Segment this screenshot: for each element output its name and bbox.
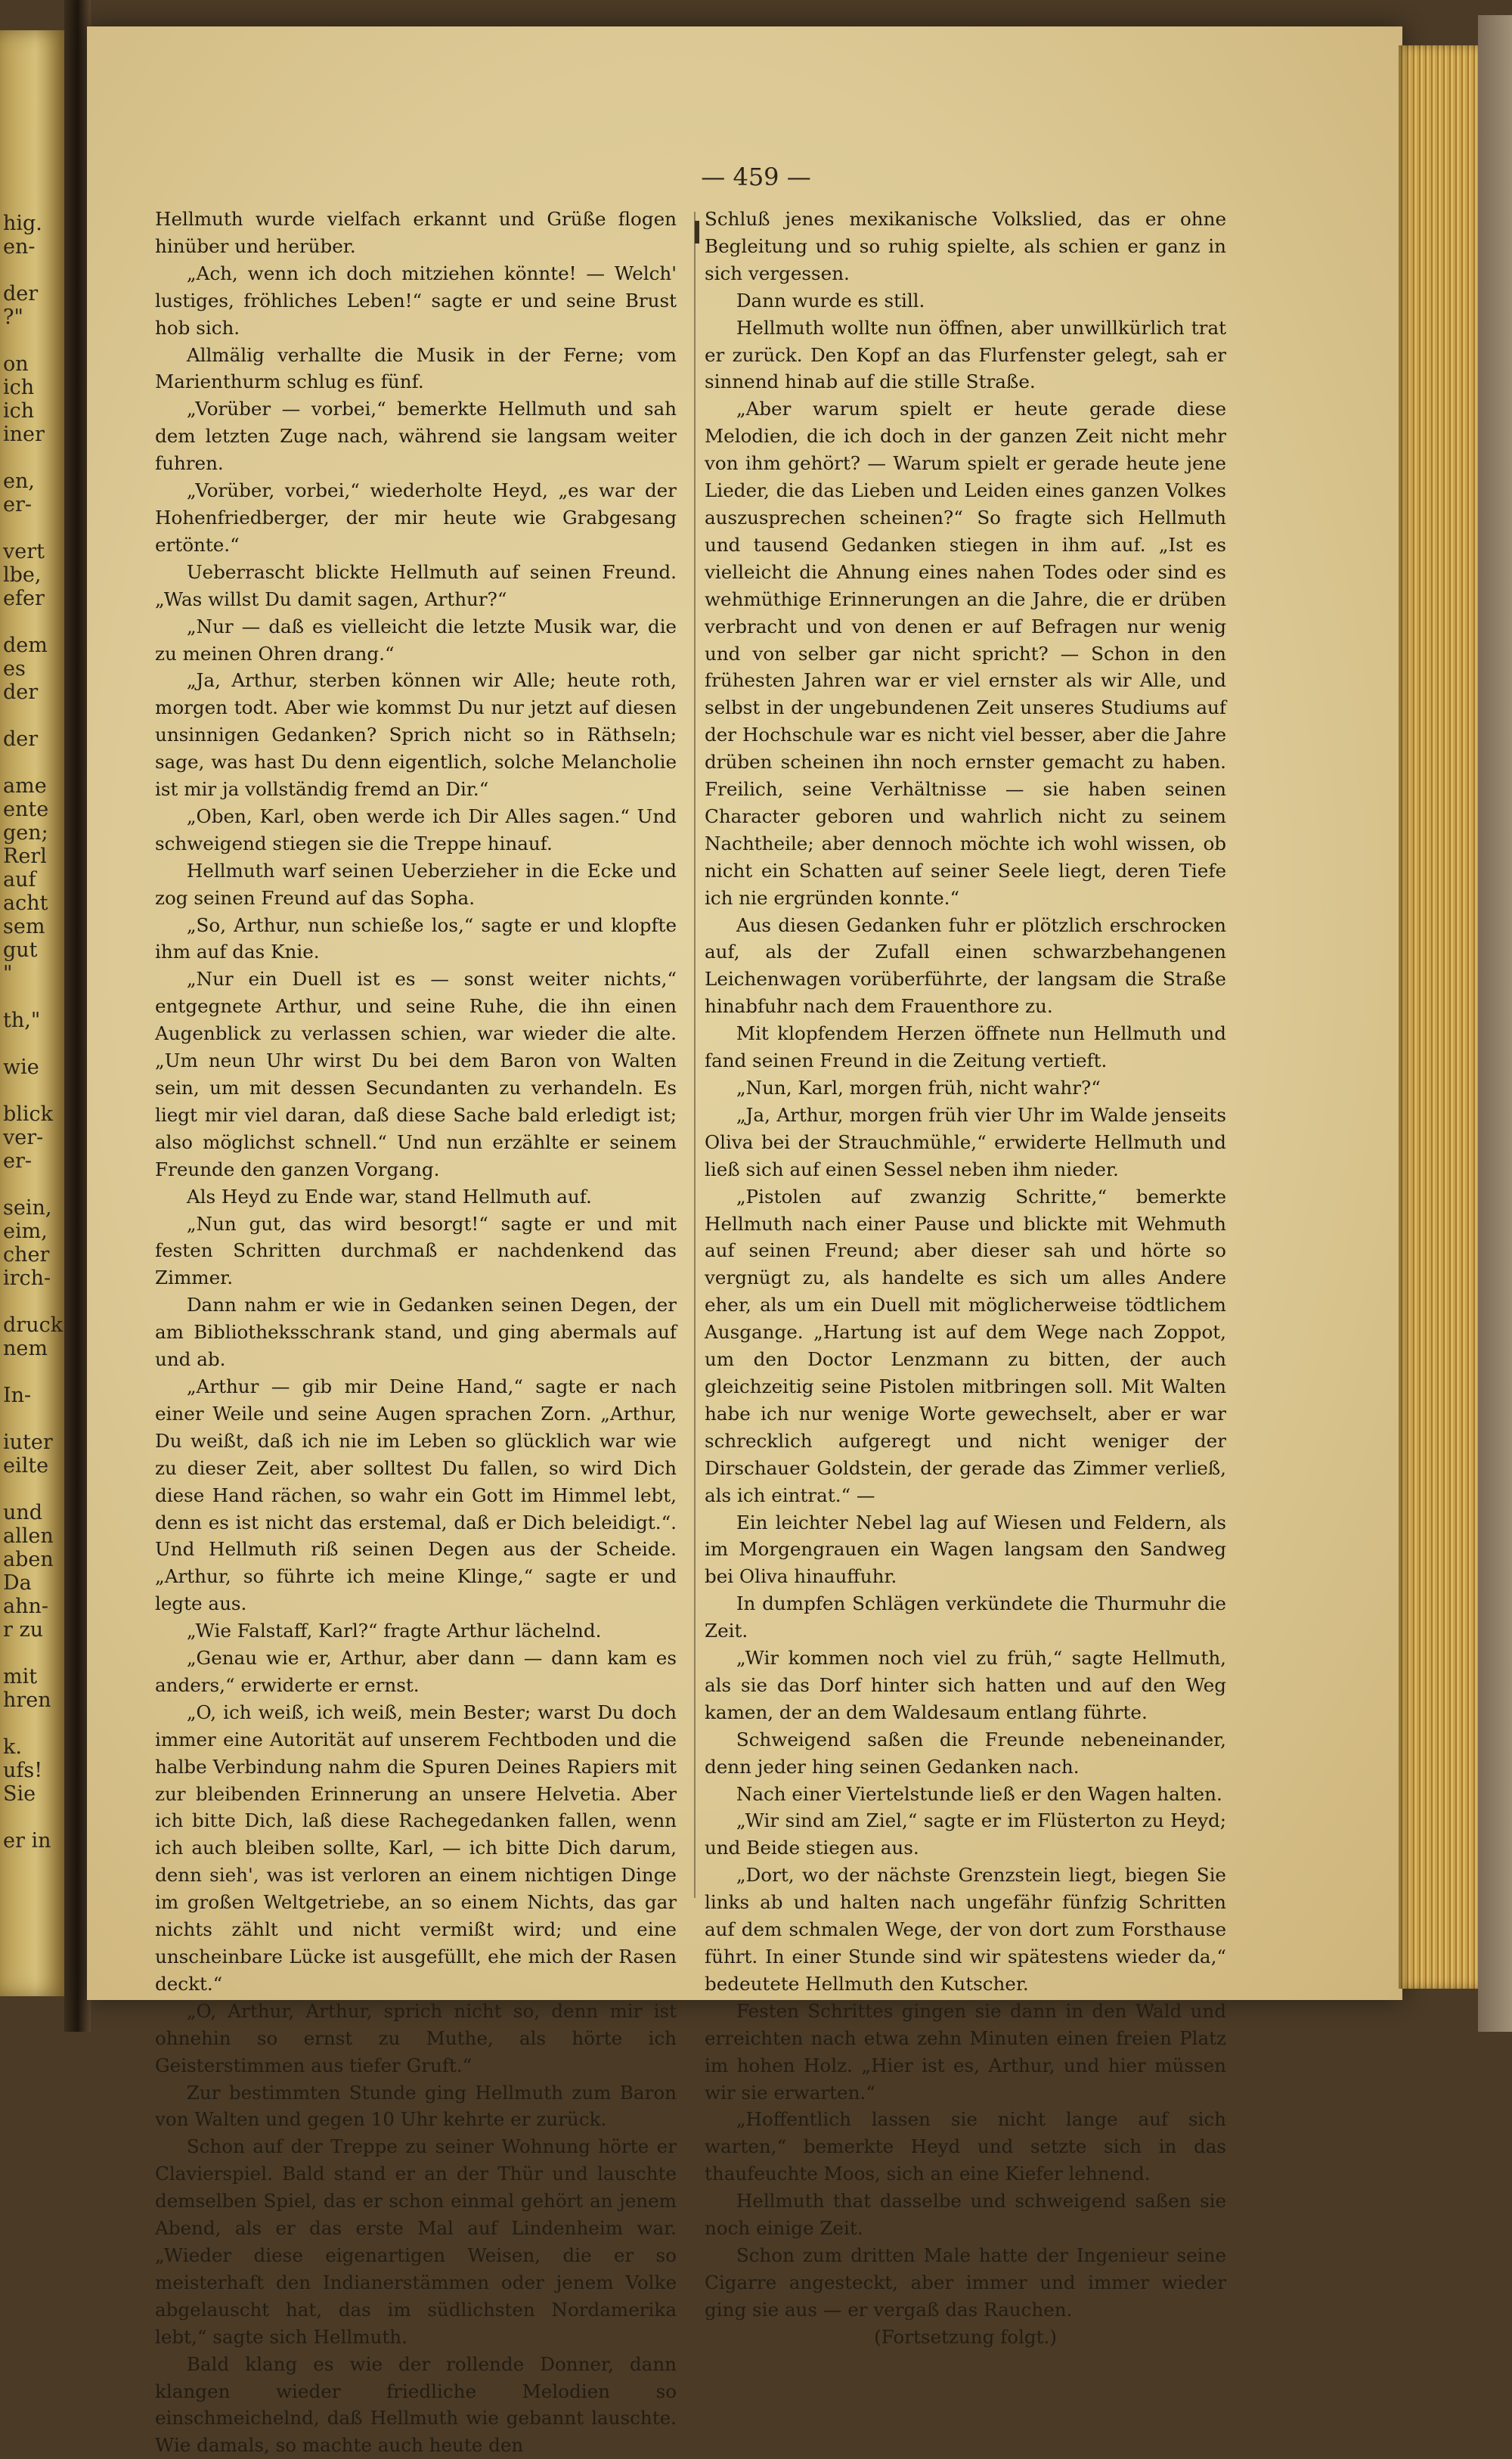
left-page-text-fragment: der xyxy=(3,727,39,751)
paragraph: Bald klang es wie der rollende Donner, dann klangen wieder friedliche Melodien so einschmeichelnd, daß Hellmuth wie gebannt lauschte. Wie damals, so machte auch heute den xyxy=(155,2352,677,2457)
left-page-text-fragment: acht xyxy=(3,892,48,915)
left-page-text-fragment: er in xyxy=(3,1829,51,1853)
left-page-text-fragment: auf xyxy=(3,868,36,892)
left-page-text-fragment: und xyxy=(3,1501,43,1524)
left-page-text-fragment: sein, xyxy=(3,1196,52,1220)
left-page-text-fragment: hig. xyxy=(3,212,42,235)
paragraph: „Vorüber — vorbei,“ bemerkte Hellmuth und sah dem letzten Zuge nach, während sie langsam weiter fuhren. xyxy=(155,398,677,475)
paragraph: Ueberrascht blickte Hellmuth auf seinen Freund. „Was willst Du damit sagen, Arthur?“ xyxy=(155,560,677,610)
left-page-text-fragment: efer xyxy=(3,587,45,610)
left-page-text-fragment: ufs! xyxy=(3,1759,43,1782)
paragraph: „Vorüber, vorbei,“ wiederholte Heyd, „es war der Hohenfriedberger, der mir heute wie Grabgesang ertönte.“ xyxy=(155,479,677,556)
left-page-text-fragment: In- xyxy=(3,1384,32,1407)
left-page-text-fragment: on xyxy=(3,352,29,376)
left-page-text-fragment: iuter xyxy=(3,1431,53,1454)
left-page-text-fragment: gut xyxy=(3,938,38,962)
left-page-text-fragment: ?" xyxy=(3,305,23,329)
paragraph: Hellmuth warf seinen Ueberzieher in die Ecke und zog seinen Freund auf das Sopha. xyxy=(155,859,677,909)
paragraph: „Nur — daß es vielleicht die letzte Musik war, die zu meinen Ohren drang.“ xyxy=(155,615,677,665)
left-page-text-fragment: druck xyxy=(3,1313,64,1337)
paragraph: „O, Arthur, Arthur, sprich nicht so, denn mir ist ohnehin so ernst zu Muthe, als hörte ich Geisterstimmen aus tiefer Gruft.“ xyxy=(155,1999,677,2076)
left-page-text-fragment: sem xyxy=(3,915,45,938)
paragraph: „Ja, Arthur, morgen früh vier Uhr im Walde jenseits Oliva bei der Strauchmühle,“ erwiderte Hellmuth und ließ sich auf einen Sessel neben ihm nieder. xyxy=(705,1103,1226,1180)
paragraph: Allmälig verhallte die Musik in der Ferne; vom Marienthurm schlug es fünf. xyxy=(155,343,677,393)
paragraph: „Wir sind am Ziel,“ sagte er im Flüsterton zu Heyd; und Beide stiegen aus. xyxy=(705,1809,1226,1859)
left-page-text-fragment: er- xyxy=(3,1149,33,1173)
paragraph: „Nun gut, das wird besorgt!“ sagte er und mit festen Schritten durchmaß er nachdenkend das Zimmer. xyxy=(155,1212,677,1289)
left-page-text-fragment: k. xyxy=(3,1735,22,1759)
left-page-text-fragment: mit xyxy=(3,1665,38,1688)
paragraph: Mit klopfendem Herzen öffnete nun Hellmuth und fand seinen Freund in die Zeitung vertieft. xyxy=(705,1022,1226,1072)
paragraph: Zur bestimmten Stunde ging Hellmuth zum Baron von Walten und gegen 10 Uhr kehrte er zurück. xyxy=(155,2081,677,2131)
left-page-text-fragment: ahn- xyxy=(3,1595,48,1618)
paragraph: „Pistolen auf zwanzig Schritte,“ bemerkte Hellmuth nach einer Pause und blickte mit Wehmuth auf seinen Freund; aber dieser sah und hörte so vergnügt zu, als handelte es sich um alles Andere eher, als um ein Duell mit möglicherweise tödtlichem Ausgange. „Hartung ist auf dem Wege nach Zoppot, um den Doctor Lenzmann zu bitten, der auch gleichzeitig seine Pistolen mitbringen soll. Mit Walten habe ich nur wenige Worte gewechselt, aber er war schrecklich aufgeregt und nicht weniger der Dirschauer Goldstein, der gerade das Zimmer verließ, als ich eintrat.“ — xyxy=(705,1185,1226,1506)
paragraph: Schweigend saßen die Freunde nebeneinander, denn jeder hing seinen Gedanken nach. xyxy=(705,1728,1226,1778)
left-page-text-fragment: nem xyxy=(3,1337,48,1360)
left-page-text-fragment: ich xyxy=(3,376,35,399)
column-rule xyxy=(694,212,696,1898)
left-page-text-fragment: Sie xyxy=(3,1782,36,1806)
paragraph: Dann nahm er wie in Gedanken seinen Degen, der am Bibliotheksschrank stand, und ging abermals auf und ab. xyxy=(155,1294,677,1371)
paragraph: Als Heyd zu Ende war, stand Hellmuth auf. xyxy=(186,1185,592,1208)
paragraph: „O, ich weiß, ich weiß, mein Bester; warst Du doch immer eine Autorität auf unserem Fechtboden und die halbe Verbindung nahm die Spuren Deines Rapiers mit zur bleibenden Erinnerung an unsere Helvetia. Aber ich bitte Dich, laß diese Rachegedanken fallen, wenn ich auch bleiben sollte, Karl, — ich bitte Dich darum, denn sieh', was ist verloren an einem nichtigen Dinge im großen Weltgetriebe, an so einem Nichts, das gar nichts zählt und nicht vermißt wird; und eine unscheinbare Lücke ist ausgefüllt, ehe mich der Rasen deckt.“ xyxy=(155,1701,677,1995)
paragraph: Aus diesen Gedanken fuhr er plötzlich erschrocken auf, als der Zufall einen schwarzbehangenen Leichenwagen vorüberführte, der langsam die Straße hinabfuhr nach dem Frauenthore zu. xyxy=(705,913,1226,1018)
column-mark xyxy=(695,221,699,243)
page-edges xyxy=(1399,45,1482,1989)
paragraph: „Arthur — gib mir Deine Hand,“ sagte er nach einer Weile und seine Augen sprachen Zorn. „Arthur, Du weißt, daß ich nie im Leben so glücklich war wie zu dieser Zeit, aber solltest Du fallen, so wird Dich diese Hand rächen, so wahr ein Gott im Himmel lebt, denn es ist nicht das erstemal, daß er Dich beleidigt.“. Und Hellmuth riß seinen Degen aus der Scheide. „Arthur, so führte ich meine Klinge,“ sagte er und legte aus. xyxy=(155,1375,677,1615)
paragraph: Dann wurde es still. xyxy=(736,289,925,312)
paragraph: Schon zum dritten Male hatte der Ingenieur seine Cigarre angesteckt, aber immer und immer wieder ging sie aus — er vergaß das Rauchen. xyxy=(705,2243,1226,2321)
left-page-text-fragment: ente xyxy=(3,798,49,821)
left-page-text-fragment: cher xyxy=(3,1243,50,1267)
paragraph: „Ja, Arthur, sterben können wir Alle; heute roth, morgen todt. Aber wie kommst Du nur jetzt auf diesen unsinnigen Gedanken? Sprich nicht so in Räthseln; sage, was hast Du denn eigentlich, solche Melancholie ist mir ja vollständig fremd an Dir.“ xyxy=(155,669,677,801)
paragraph: „Ach, wenn ich doch mitziehen könnte! — Welch' lustiges, fröhliches Leben!“ sagte er und seine Brust hob sich. xyxy=(155,262,677,339)
paragraph: Festen Schrittes gingen sie dann in den Wald und erreichten nach etwa zehn Minuten einen freien Platz im hohen Holz. „Hier ist es, Arthur, und hier müssen wir sie erwarten.“ xyxy=(705,1999,1226,2104)
left-page-text-fragment: blick xyxy=(3,1102,54,1126)
paragraph: „Nur ein Duell ist es — sonst weiter nichts,“ entgegnete Arthur, und seine Ruhe, die ihn einen Augenblick zu verlassen schien, war wieder die alte. „Um neun Uhr wirst Du bei dem Baron von Walten sein, um mit dessen Secundanten zu verhandeln. Es liegt mir viel daran, daß diese Sache bald erledigt ist; also möglichst schnell.“ Und nun erzählte er seinem Freunde den ganzen Vorgang. xyxy=(155,968,677,1180)
paragraph: „Nun, Karl, morgen früh, nicht wahr?“ xyxy=(736,1077,1101,1099)
paragraph: In dumpfen Schlägen verkündete die Thurmuhr die Zeit. xyxy=(705,1592,1226,1642)
left-page-text-fragment: " xyxy=(3,962,13,985)
paragraph: Hellmuth wollte nun öffnen, aber unwillkürlich trat er zurück. Den Kopf an das Flurfenster gelegt, sah er sinnend hinab auf die stille Straße. xyxy=(705,316,1226,393)
paragraph: Hellmuth that dasselbe und schweigend saßen sie noch einige Zeit. xyxy=(705,2190,1226,2240)
left-page-text-fragment: th," xyxy=(3,1009,41,1032)
paragraph: „Wir kommen noch viel zu früh,“ sagte Hellmuth, als sie das Dorf hinter sich hatten und auf den Weg kamen, der an dem Waldesaum entlang führte. xyxy=(705,1647,1226,1723)
paragraph: Ein leichter Nebel lag auf Wiesen und Feldern, als im Morgengrauen ein Wagen langsam den Sandweg bei Oliva hinauffuhr. xyxy=(705,1511,1226,1588)
paragraph: Hellmuth wurde vielfach erkannt und Grüße flogen hinüber und herüber. xyxy=(155,208,677,257)
left-text-column xyxy=(155,206,677,2459)
left-page-text-fragment: ich xyxy=(3,399,35,423)
left-page-text-fragment: wie xyxy=(3,1056,39,1079)
book-cover-edge xyxy=(1478,15,1512,2032)
page-number: — 459 — xyxy=(701,163,811,191)
left-page-text-fragment: vert xyxy=(3,540,45,563)
left-page-text-fragment: irch- xyxy=(3,1267,51,1290)
left-page-text-fragment: Rerl xyxy=(3,845,47,868)
left-page-edge xyxy=(0,30,64,1996)
left-page-text-fragment: ame xyxy=(3,774,47,798)
paragraph: „Dort, wo der nächste Grenzstein liegt, biegen Sie links ab und halten nach ungefähr fünfzig Schritten auf dem schmalen Wege, der von dort zum Forsthause führt. In einer Stunde sind wir spätestens wieder da,“ bedeutete Hellmuth den Kutscher. xyxy=(705,1864,1226,1995)
paragraph: „Genau wie er, Arthur, aber dann — dann kam es anders,“ erwiderte er ernst. xyxy=(155,1647,677,1696)
left-page-text-fragment: eilte xyxy=(3,1454,49,1478)
left-page-text-fragment: es xyxy=(3,657,26,681)
paragraph: „Hoffentlich lassen sie nicht lange auf sich warten,“ bemerkte Heyd und setzte sich in das thaufeuchte Moos, sich an eine Kiefer lehnend. xyxy=(705,2108,1226,2185)
left-page-text-fragment: der xyxy=(3,282,39,305)
paragraph: Schluß jenes mexikanische Volkslied, das er ohne Begleitung und so ruhig spielte, als schien er ganz in sich vergessen. xyxy=(705,208,1226,284)
paragraph: Nach einer Viertelstunde ließ er den Wagen halten. xyxy=(736,1782,1222,1805)
paragraph: „Aber warum spielt er heute gerade diese Melodien, die ich doch in der ganzen Zeit nicht mehr von ihm gehört? — Warum spielt er gerade heute jene Lieder, die das Lieben und Leiden eines ganzen Volkes auszusprechen scheinen?“ So fragte sich Hellmuth und tausend Gedanken stiegen in ihm auf. „Ist es vielleicht die Ahnung eines nahen Todes oder sind es wehmüthige Erinnerungen an die Jahre, die er drüben verbracht und von denen er auf Befragen nur wenig und von selber gar nicht spricht? — Schon in den frühesten Jahren war er viel ernster als wir Alle, und selbst in der ungebundenen Zeit unseres Studiums auf der Hochschule war es nicht viel besser, aber die Jahre drüben scheinen ihn noch ernster gemacht zu haben. Freilich, seine Verhältnisse — sie haben seinen Character geboren und wahrlich nicht zu seinem Nachtheile; aber dennoch möchte ich wohl wissen, ob nicht ein Schatten auf seiner Seele liegt, deren Tiefe ich nie ergründen konnte.“ xyxy=(705,398,1226,909)
left-page-text-fragment: er- xyxy=(3,493,33,516)
left-page-text-fragment: iner xyxy=(3,423,45,446)
left-page-text-fragment: aben xyxy=(3,1548,54,1571)
left-page-text-fragment: dem xyxy=(3,634,48,657)
left-page-text-fragment: ver- xyxy=(3,1126,44,1149)
left-page-text-fragment: der xyxy=(3,681,39,704)
left-page-text-fragment: Da xyxy=(3,1571,32,1595)
left-page-text-fragment: lbe, xyxy=(3,563,42,587)
left-page-text-fragment: en- xyxy=(3,235,36,259)
continuation-note: (Fortsetzung folgt.) xyxy=(874,2325,1057,2348)
paragraph: Schon auf der Treppe zu seiner Wohnung hörte er Clavierspiel. Bald stand er an der Thür und lauschte demselben Spiel, das er schon einmal gehört an jenem Abend, als er das erste Mal auf Lindenheim war. „Wieder diese eigenartigen Weisen, die er so meisterhaft den Indianerstämmen oder jenem Volke abgelauscht hat, das im südlichsten Nordamerika lebt,“ sagte sich Hellmuth. xyxy=(155,2135,677,2348)
right-text-column xyxy=(705,206,1226,2351)
paragraph: „Wie Falstaff, Karl?“ fragte Arthur lächelnd. xyxy=(186,1620,602,1642)
left-page-text-fragment: hren xyxy=(3,1688,51,1712)
left-page-text-fragment: en, xyxy=(3,470,35,493)
paragraph: „Oben, Karl, oben werde ich Dir Alles sagen.“ Und schweigend stiegen sie die Treppe hinauf. xyxy=(155,805,677,854)
left-page-text-fragment: r zu xyxy=(3,1618,44,1642)
left-page-text-fragment: gen; xyxy=(3,821,48,845)
left-page-text-fragment: allen xyxy=(3,1524,54,1548)
paragraph: „So, Arthur, nun schieße los,“ sagte er und klopfte ihm auf das Knie. xyxy=(155,913,677,963)
left-page-text-fragment: eim, xyxy=(3,1220,48,1243)
